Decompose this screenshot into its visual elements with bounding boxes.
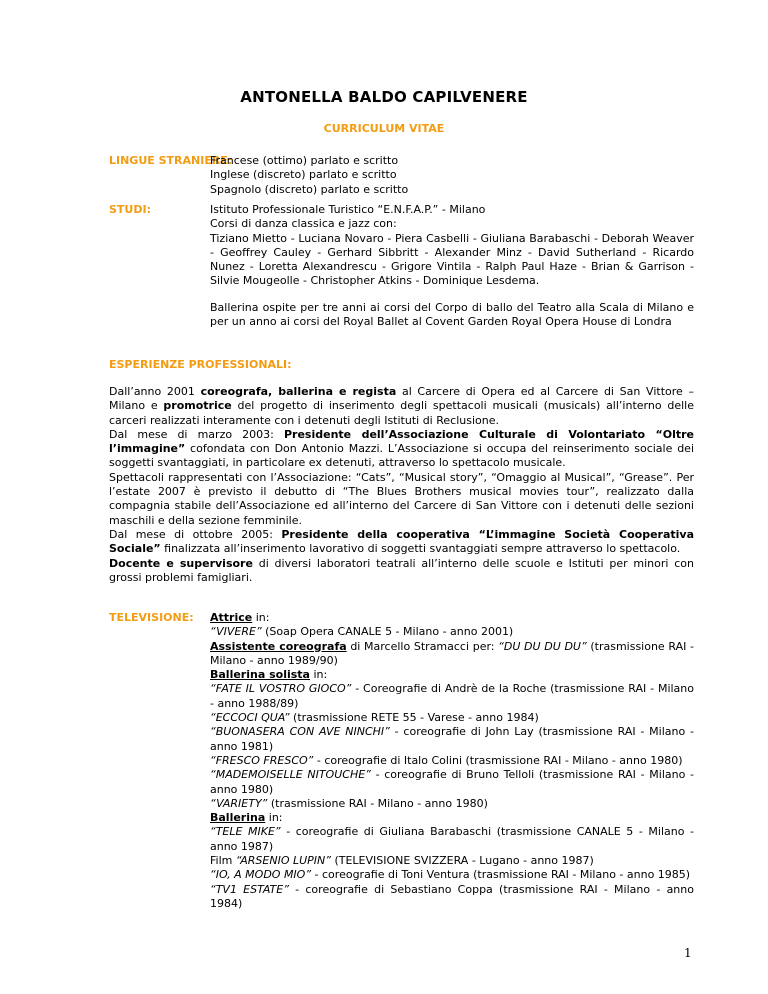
televisione-label: TELEVISIONE:	[109, 611, 194, 624]
tv-entry: “TV1 ESTATE” - coreografie di Sebastiano Coppa (trasmissione RAI - Milano - anno 1984)	[210, 882, 694, 910]
tv-entry: “BUONASERA CON AVE NINCHI” - coreografie di John Lay (trasmissione RAI - Milano - anno 1981)	[210, 725, 694, 753]
esperienze-label: ESPERIENZE PROFESSIONALI:	[109, 358, 292, 371]
tv-entry: “VIVERE” (Soap Opera CANALE 5 - Milano - anno 2001)	[210, 625, 514, 639]
page-number: 1	[684, 946, 692, 960]
esperienze-p1: Dall’anno 2001 coreografa, ballerina e regista al Carcere di Opera ed al Carcere di San Vittore – Milano e promotrice del progetto di inserimento degli spettacoli musicali (musicals) all’interno delle carceri realizzati interamente con i detenuti degli Istituti di Reclusione.	[109, 385, 694, 427]
esperienze-p3: Spettacoli rappresentati con l’Associazione: “Cats”, “Musical story”, “Omaggio al Musical”, “Grease”. Per l’estate 2007 è previsto il debutto di “The Blues Brothers musical movies tour”, realizzato dalla compagnia stabile dell’Associazione ed all’interno del Carcere di San Vittore con i detenuti delle sezioni maschili e della sezione femminile.	[109, 470, 694, 527]
lingue-label: LINGUE STRANIERE:	[109, 154, 233, 167]
televisione-block	[210, 611, 694, 911]
tv-ballerina-heading: Ballerina in:	[210, 811, 283, 825]
studi-guest: Ballerina ospite per tre anni ai corsi del Corpo di ballo del Teatro alla Scala di Milano e per un anno ai corsi del Royal Ballet al Covent Garden Royal Opera House di Londra	[210, 301, 694, 329]
esperienze-p4: Dal mese di ottobre 2005: Presidente della cooperativa “L’immagine Società Cooperativa Sociale” finalizzata all’inserimento lavorativo di soggetti svantaggiati sempre attraverso lo spettacolo.	[109, 527, 694, 556]
lingue-list	[210, 154, 694, 197]
esperienze-p5: Docente e supervisore di diversi laboratori teatrali all’interno delle scuole e Istituti per minori con grossi problemi famigliari.	[109, 556, 694, 584]
studi-teachers: Tiziano Mietto - Luciana Novaro - Piera Casbelli - Giuliana Barabaschi - Deborah Weaver - Geoffrey Cauley - Gerhard Sibbritt - Alexander Minz - David Sutherland - Ricardo Nunez - Loretta Alexandrescu - Grigore Vintila - Ralph Paul Haze - Brian & Garrison - Silvie Mougeolle - Christopher Atkins - Dominique Lesdema.	[210, 231, 694, 288]
document-subtitle: CURRICULUM VITAE	[323, 122, 445, 135]
lingua-item: Spagnolo (discreto) parlato e scritto	[210, 182, 409, 196]
tv-entry: “MADEMOISELLE NITOUCHE” - coreografie di Bruno Telloli (trasmissione RAI - Milano - anno 1980)	[210, 768, 694, 796]
studi-label: STUDI:	[109, 203, 151, 216]
tv-assistente-entry: Assistente coreografa di Marcello Stramacci per: “DU DU DU DU” (trasmissione RAI - Milano - anno 1989/90)	[210, 639, 694, 667]
tv-solista-heading: Ballerina solista in:	[210, 668, 328, 682]
tv-attrice-heading: Attrice in:	[210, 611, 270, 624]
studi-block	[210, 203, 694, 289]
document-title: ANTONELLA BALDO CAPILVENERE	[240, 88, 528, 106]
tv-entry: “IO, A MODO MIO” - coreografie di Toni Ventura (trasmissione RAI - Milano - anno 1985)	[210, 868, 691, 882]
tv-entry: “FATE IL VOSTRO GIOCO” - Coreografie di Andrè de la Roche (trasmissione RAI - Milano - anno 1988/89)	[210, 682, 694, 710]
lingua-item: Inglese (discreto) parlato e scritto	[210, 168, 397, 182]
tv-entry: “FRESCO FRESCO” - coreografie di Italo Colini (trasmissione RAI - Milano - anno 1980)	[210, 753, 683, 767]
esperienze-text	[109, 385, 694, 585]
tv-entry: “VARIETY” (trasmissione RAI - Milano - anno 1980)	[210, 796, 488, 810]
studi-school: Istituto Professionale Turistico “E.N.F.A.P.” - Milano	[210, 203, 486, 216]
tv-entry: “TELE MIKE” - coreografie di Giuliana Barabaschi (trasmissione CANALE 5 - Milano - anno 1987)	[210, 825, 694, 853]
tv-entry: Film “ARSENIO LUPIN” (TELEVISIONE SVIZZERA - Lugano - anno 1987)	[210, 854, 594, 868]
esperienze-p2: Dal mese di marzo 2003: Presidente dell’Associazione Culturale di Volontariato “Oltre l’immagine” cofondata con Don Antonio Mazzi. L’Associazione si occupa del reinserimento sociale dei soggetti svantaggiati, in particolare ex detenuti, attraverso lo spettacolo musicale.	[109, 427, 694, 470]
studi-courses: Corsi di danza classica e jazz con:	[210, 217, 397, 231]
tv-entry: “ECCOCI QUA” (trasmissione RETE 55 - Varese - anno 1984)	[210, 711, 539, 725]
lingua-item: Francese (ottimo) parlato e scritto	[210, 154, 399, 167]
